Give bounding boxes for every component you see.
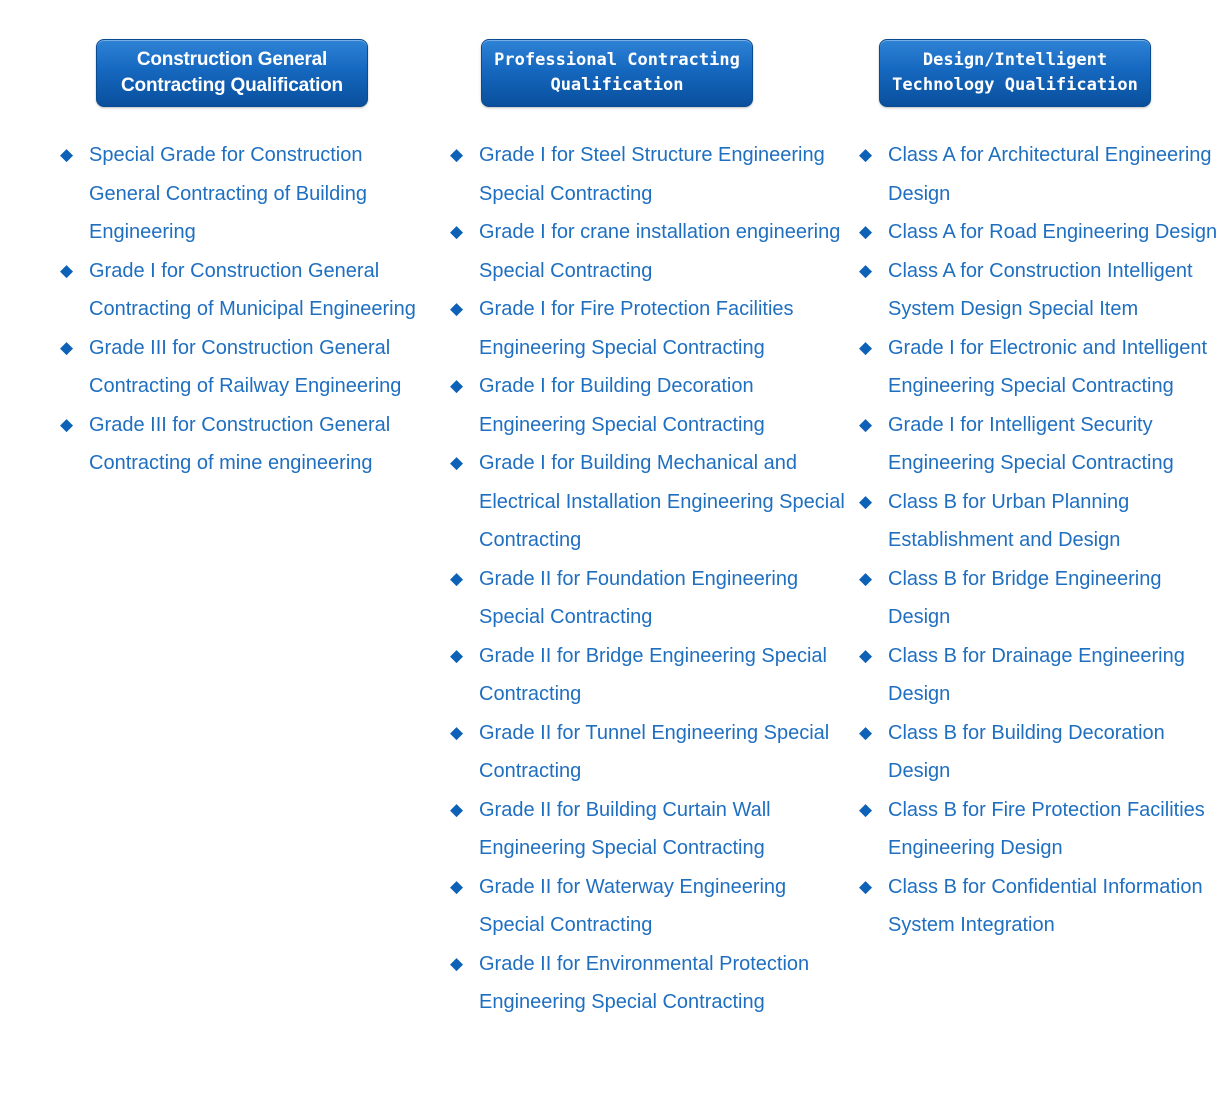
- list-item[interactable]: [60, 406, 430, 483]
- list-item-text: Class A for Construction Intelligent System Design Special Item: [888, 259, 1193, 320]
- list-item-text: Grade II for Building Curtain Wall Engineering Special Contracting: [479, 798, 771, 859]
- list-item[interactable]: [859, 714, 1229, 791]
- list-item[interactable]: [450, 714, 850, 791]
- list-item[interactable]: [859, 252, 1229, 329]
- diamond-bullet-icon: ◆: [450, 568, 464, 588]
- design-intelligent-technology-header-button[interactable]: [879, 39, 1151, 107]
- diamond-bullet-icon: ◆: [450, 722, 464, 742]
- diamond-bullet-icon: ◆: [60, 414, 74, 434]
- list-item[interactable]: [450, 290, 850, 367]
- list-item[interactable]: [60, 329, 430, 406]
- professional-contracting-header-button[interactable]: [481, 39, 753, 107]
- list-item-text: Grade I for crane installation engineering Special Contracting: [479, 221, 841, 282]
- qualification-list: [450, 136, 850, 1022]
- diamond-bullet-icon: ◆: [450, 299, 464, 318]
- list-item[interactable]: [859, 868, 1229, 945]
- diamond-bullet-icon: ◆: [60, 145, 74, 164]
- list-item-text: Grade II for Tunnel Engineering Special Contracting: [479, 721, 830, 782]
- list-item[interactable]: [450, 367, 850, 444]
- list-item[interactable]: [450, 945, 850, 1022]
- diamond-bullet-icon: ◆: [859, 222, 873, 241]
- list-item[interactable]: [60, 136, 430, 252]
- diamond-bullet-icon: ◆: [859, 260, 873, 280]
- list-item[interactable]: [859, 791, 1229, 868]
- construction-general-contracting-header-button[interactable]: [96, 39, 368, 107]
- diamond-bullet-icon: ◆: [859, 568, 873, 588]
- diamond-bullet-icon: ◆: [859, 645, 873, 665]
- list-item-text: Grade I for Steel Structure Engineering Special Contracting: [479, 144, 825, 205]
- diamond-bullet-icon: ◆: [859, 799, 873, 819]
- list-item[interactable]: [859, 406, 1229, 483]
- list-item[interactable]: [859, 483, 1229, 560]
- list-item-text: Grade I for Building Mechanical and Electrical Installation Engineering Special Contracting: [479, 452, 845, 551]
- list-item[interactable]: [859, 560, 1229, 637]
- diamond-bullet-icon: ◆: [859, 491, 873, 511]
- list-item-text: Grade I for Construction General Contracting of Municipal Engineering: [89, 259, 416, 320]
- diamond-bullet-icon: ◆: [450, 222, 464, 241]
- diamond-bullet-icon: ◆: [60, 337, 74, 357]
- header-label: Professional Contracting Qualification: [494, 50, 740, 95]
- list-item-text: Grade III for Construction General Contracting of mine engineering: [89, 413, 391, 474]
- list-item[interactable]: [450, 868, 850, 945]
- list-item-text: Grade II for Bridge Engineering Special Contracting: [479, 644, 827, 705]
- diamond-bullet-icon: ◆: [859, 337, 873, 357]
- diamond-bullet-icon: ◆: [450, 799, 464, 819]
- list-item[interactable]: [450, 444, 850, 560]
- list-item[interactable]: [450, 791, 850, 868]
- list-item[interactable]: [859, 637, 1229, 714]
- list-item-text: Class A for Architectural Engineering Design: [888, 144, 1212, 205]
- header-label: Design/Intelligent Technology Qualification: [892, 50, 1138, 95]
- list-item[interactable]: [450, 560, 850, 637]
- list-item[interactable]: [859, 213, 1229, 252]
- diamond-bullet-icon: ◆: [60, 260, 74, 280]
- diamond-bullet-icon: ◆: [859, 876, 873, 896]
- list-item-text: Class B for Building Decoration Design: [888, 721, 1165, 782]
- list-item-text: Class B for Urban Planning Establishment and Design: [888, 490, 1130, 551]
- list-item-text: Grade I for Fire Protection Facilities Engineering Special Contracting: [479, 298, 794, 359]
- header-label: Construction General Contracting Qualification: [121, 49, 343, 96]
- list-item[interactable]: [60, 252, 430, 329]
- diamond-bullet-icon: ◆: [450, 145, 464, 164]
- list-item-text: Grade I for Electronic and Intelligent Engineering Special Contracting: [888, 336, 1208, 397]
- diamond-bullet-icon: ◆: [859, 414, 873, 434]
- qualification-list: [60, 136, 430, 483]
- list-item-text: Special Grade for Construction General Contracting of Building Engineering: [89, 144, 367, 243]
- qualification-list: [859, 136, 1229, 945]
- diamond-bullet-icon: ◆: [450, 645, 464, 665]
- list-item-text: Class B for Confidential Information System Integration: [888, 875, 1203, 936]
- list-item-text: Grade II for Waterway Engineering Special Contracting: [479, 875, 787, 936]
- list-item[interactable]: [859, 136, 1229, 213]
- list-item-text: Grade I for Building Decoration Engineering Special Contracting: [479, 375, 765, 436]
- list-item[interactable]: [859, 329, 1229, 406]
- diamond-bullet-icon: ◆: [859, 722, 873, 742]
- diamond-bullet-icon: ◆: [450, 376, 464, 395]
- list-item-text: Grade I for Intelligent Security Engineering Special Contracting: [888, 413, 1174, 474]
- list-item-text: Class A for Road Engineering Design: [888, 221, 1218, 243]
- list-item[interactable]: [450, 637, 850, 714]
- diamond-bullet-icon: ◆: [450, 453, 464, 472]
- list-item-text: Class B for Fire Protection Facilities Engineering Design: [888, 798, 1205, 859]
- diamond-bullet-icon: ◆: [859, 145, 873, 164]
- diamond-bullet-icon: ◆: [450, 953, 464, 973]
- diamond-bullet-icon: ◆: [450, 876, 464, 896]
- list-item[interactable]: [450, 136, 850, 213]
- list-item[interactable]: [450, 213, 850, 290]
- list-item-text: Grade III for Construction General Contracting of Railway Engineering: [89, 336, 402, 397]
- list-item-text: Grade II for Environmental Protection Engineering Special Contracting: [479, 952, 810, 1013]
- list-item-text: Class B for Bridge Engineering Design: [888, 567, 1162, 628]
- list-item-text: Grade II for Foundation Engineering Special Contracting: [479, 567, 799, 628]
- list-item-text: Class B for Drainage Engineering Design: [888, 644, 1185, 705]
